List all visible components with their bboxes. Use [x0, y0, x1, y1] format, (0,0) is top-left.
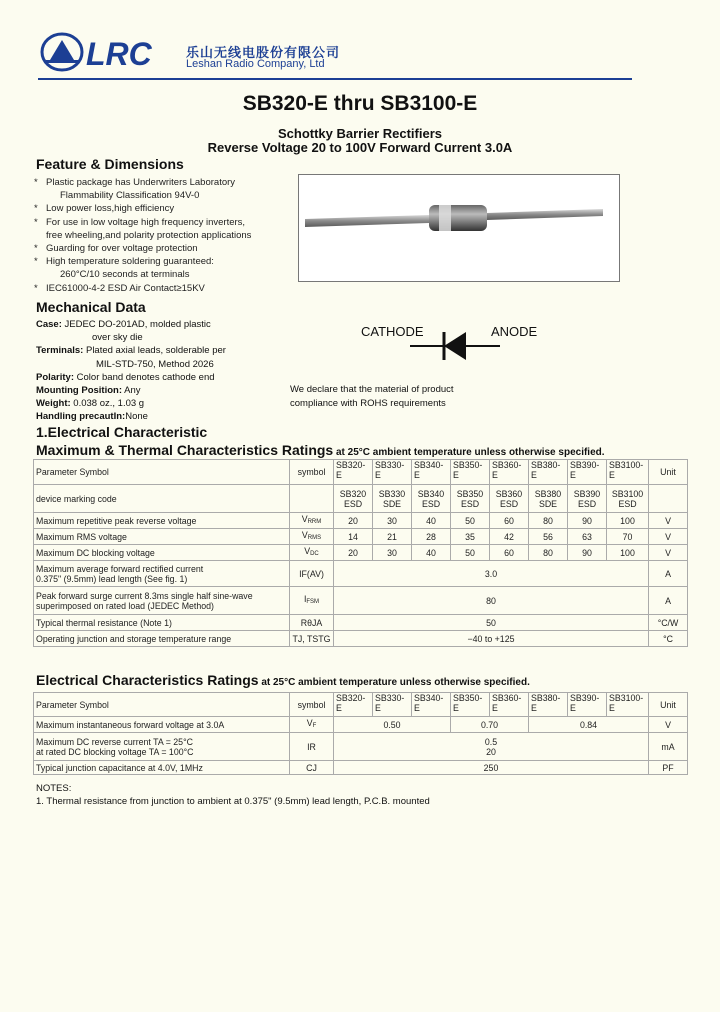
- symbol-cell: $I_{FSM}$: [290, 587, 334, 615]
- value-cell: 80: [529, 513, 568, 529]
- features-heading: Feature & Dimensions: [36, 156, 184, 172]
- value-cell: 35: [451, 529, 490, 545]
- param-cell: device marking code: [34, 485, 290, 513]
- param-cell: Maximum average forward rectified current 0.375" (9.5mm) lead length (See fig. 1): [34, 561, 290, 587]
- anode-label: ANODE: [491, 324, 538, 339]
- symbol-cell: CJ: [290, 761, 334, 775]
- value-cell: 40: [412, 545, 451, 561]
- param-cell: Operating junction and storage temperature range: [34, 631, 290, 647]
- table-row: [34, 545, 688, 561]
- note-1: 1. Thermal resistance from junction to ambient at 0.375" (9.5mm) lead length, P.C.B. mounted: [36, 796, 430, 807]
- diode-symbol: [410, 326, 500, 366]
- unit-header: Unit: [649, 693, 688, 717]
- marking-cell: SB380 SDE: [529, 485, 568, 513]
- model-header: SB340-E: [412, 693, 451, 717]
- model-header: SB350-E: [451, 693, 490, 717]
- param-header: Parameter Symbol: [34, 460, 290, 485]
- table-row: [34, 631, 688, 647]
- feature-item: 260°C/10 seconds at terminals: [60, 269, 190, 281]
- symbol-cell: IR: [290, 733, 334, 761]
- model-header: SB350-E: [451, 460, 490, 485]
- feature-item: * For use in low voltage high frequency inverters,: [34, 216, 246, 228]
- value-cell: 63: [568, 529, 607, 545]
- company-name-cn: 乐山无线电股份有限公司: [186, 45, 341, 60]
- table-row: [34, 615, 688, 631]
- header-divider: [38, 78, 632, 80]
- rohs-statement: [290, 383, 454, 411]
- model-header: SB380-E: [529, 460, 568, 485]
- model-header: SB330-E: [373, 693, 412, 717]
- value-cell: 50: [451, 545, 490, 561]
- value-cell: 60: [490, 513, 529, 529]
- logo-text: LRC: [86, 36, 152, 72]
- model-header: SB340-E: [412, 460, 451, 485]
- symbol-cell: $V_F$: [290, 717, 334, 733]
- mechanical-data: [36, 318, 286, 424]
- value-cell: 70: [607, 529, 649, 545]
- value-cell: 50: [334, 615, 649, 631]
- notes: [36, 782, 430, 808]
- mechanical-heading: Mechanical Data: [36, 299, 146, 315]
- value-cell: 42: [490, 529, 529, 545]
- handling-line: Handling precautIn:None: [36, 411, 148, 423]
- table-row: [34, 761, 688, 775]
- value-cell: 90: [568, 545, 607, 561]
- value-cell: 30: [373, 545, 412, 561]
- model-header: SB3100-E: [607, 460, 649, 485]
- polarity-line: Polarity: Color band denotes cathode end: [36, 371, 215, 383]
- value-cell: −40 to +125: [334, 631, 649, 647]
- param-cell: Maximum DC blocking voltage: [34, 545, 290, 561]
- case-line-2: over sky die: [92, 332, 143, 344]
- value-cell: 60: [490, 545, 529, 561]
- terminals-line: Terminals: Plated axial leads, solderable per: [36, 345, 226, 357]
- value-cell: 0.84: [529, 717, 649, 733]
- param-cell: Typical junction capacitance at 4.0V, 1MHz: [34, 761, 290, 775]
- cathode-label: CATHODE: [361, 324, 424, 339]
- symbol-cell: RθJA: [290, 615, 334, 631]
- max-ratings-table: [33, 459, 688, 647]
- unit-header: Unit: [649, 460, 688, 485]
- table-row: [34, 733, 688, 761]
- feature-item: * Plastic package has Underwriters Laboratory: [34, 177, 236, 188]
- lrc-logo: [40, 30, 190, 74]
- document-title: SB320-E thru SB3100-E: [242, 92, 478, 115]
- model-header: SB320-E: [334, 693, 373, 717]
- param-cell: Peak forward surge current 8.3ms single half sine-wave superimposed on rated load (JEDEC Method): [34, 587, 290, 615]
- weight-line: Weight: 0.038 oz., 1.03 g: [36, 398, 145, 410]
- unit-cell: V: [649, 545, 688, 561]
- symbol-cell: TJ, TSTG: [290, 631, 334, 647]
- marking-cell: SB350 ESD: [451, 485, 490, 513]
- terminals-line-2: MIL-STD-750, Method 2026: [96, 358, 214, 370]
- value-cell: 80: [529, 545, 568, 561]
- product-photo: [298, 174, 620, 282]
- max-ratings-heading: Maximum & Thermal Characteristics Ratings at 25°C ambient temperature unless otherwise specified.: [36, 442, 605, 458]
- value-cell: 250: [334, 761, 649, 775]
- features-list: [34, 176, 284, 295]
- model-header: SB360-E: [490, 460, 529, 485]
- notes-title: NOTES:: [36, 783, 72, 794]
- subtitle-ratings: Reverse Voltage 20 to 100V Forward Current 3.0A: [207, 140, 513, 155]
- mounting-line: Mounting Position: Any: [36, 385, 141, 397]
- table-header-row: [34, 693, 688, 717]
- symbol-cell: $V_{RMS}$: [290, 529, 334, 545]
- rohs-line-2: compliance with ROHS requirements: [290, 398, 446, 409]
- param-cell: Maximum instantaneous forward voltage at 3.0A: [34, 717, 290, 733]
- unit-cell: V: [649, 717, 688, 733]
- model-header: SB380-E: [529, 693, 568, 717]
- param-header: Parameter Symbol: [34, 693, 290, 717]
- table-row: [34, 485, 688, 513]
- unit-cell: PF: [649, 761, 688, 775]
- company-name-en: Leshan Radio Company, Ltd: [186, 58, 325, 70]
- model-header: SB330-E: [373, 460, 412, 485]
- value-cell: 0.50: [334, 717, 451, 733]
- rohs-line-1: We declare that the material of product: [290, 384, 454, 395]
- symbol-header: symbol: [290, 460, 334, 485]
- model-header: SB320-E: [334, 460, 373, 485]
- marking-cell: SB320 ESD: [334, 485, 373, 513]
- param-cell: Maximum repetitive peak reverse voltage: [34, 513, 290, 529]
- table-row: [34, 717, 688, 733]
- value-cell: 0.5 20: [334, 733, 649, 761]
- table-row: [34, 587, 688, 615]
- marking-cell: SB360 ESD: [490, 485, 529, 513]
- value-cell: 30: [373, 513, 412, 529]
- case-line: Case: JEDEC DO-201AD, molded plastic: [36, 319, 211, 330]
- param-cell: Maximum DC reverse current TA = 25°C at rated DC blocking voltage TA = 100°C: [34, 733, 290, 761]
- unit-cell: °C/W: [649, 615, 688, 631]
- value-cell: 56: [529, 529, 568, 545]
- model-header: SB3100-E: [607, 693, 649, 717]
- symbol-cell: $V_{DC}$: [290, 545, 334, 561]
- value-cell: 100: [607, 513, 649, 529]
- value-cell: 90: [568, 513, 607, 529]
- value-cell: 80: [334, 587, 649, 615]
- electrical-ratings-heading: Electrical Characteristics Ratings at 25°C ambient temperature unless otherwise specified.: [36, 672, 530, 688]
- feature-item: * Guarding for over voltage protection: [34, 243, 198, 255]
- param-cell: Maximum RMS voltage: [34, 529, 290, 545]
- feature-item: free wheeling,and polarity protection applications: [46, 229, 252, 241]
- marking-cell: SB3100 ESD: [607, 485, 649, 513]
- unit-cell: mA: [649, 733, 688, 761]
- table-row: [34, 529, 688, 545]
- unit-cell: V: [649, 529, 688, 545]
- subtitle-product-type: Schottky Barrier Rectifiers: [277, 126, 442, 141]
- table-row: [34, 561, 688, 587]
- value-cell: 50: [451, 513, 490, 529]
- value-cell: 21: [373, 529, 412, 545]
- feature-item: Flammability Classification 94V-0: [60, 190, 200, 202]
- param-cell: Typical thermal resistance (Note 1): [34, 615, 290, 631]
- value-cell: 20: [334, 513, 373, 529]
- unit-cell: °C: [649, 631, 688, 647]
- value-cell: 40: [412, 513, 451, 529]
- table-header-row: [34, 460, 688, 485]
- unit-cell: [649, 485, 688, 513]
- symbol-cell: IF(AV): [290, 561, 334, 587]
- section-electrical-heading: 1.Electrical Characteristic: [36, 424, 208, 440]
- feature-item: * High temperature soldering guaranteed:: [34, 256, 214, 268]
- model-header: SB390-E: [568, 693, 607, 717]
- table-row: [34, 513, 688, 529]
- marking-cell: SB390 ESD: [568, 485, 607, 513]
- unit-cell: V: [649, 513, 688, 529]
- marking-cell: SB330 SDE: [373, 485, 412, 513]
- value-cell: 3.0: [334, 561, 649, 587]
- value-cell: 28: [412, 529, 451, 545]
- marking-cell: SB340 ESD: [412, 485, 451, 513]
- value-cell: 14: [334, 529, 373, 545]
- electrical-ratings-table: [33, 692, 688, 775]
- unit-cell: A: [649, 561, 688, 587]
- symbol-header: symbol: [290, 693, 334, 717]
- unit-cell: A: [649, 587, 688, 615]
- feature-item: * IEC61000-4-2 ESD Air Contact≥15KV: [34, 282, 205, 294]
- feature-item: * Low power loss,high efficiency: [34, 203, 175, 215]
- value-cell: 20: [334, 545, 373, 561]
- symbol-cell: $V_{RRM}$: [290, 513, 334, 529]
- value-cell: 100: [607, 545, 649, 561]
- symbol-cell: [290, 485, 334, 513]
- value-cell: 0.70: [451, 717, 529, 733]
- model-header: SB390-E: [568, 460, 607, 485]
- model-header: SB360-E: [490, 693, 529, 717]
